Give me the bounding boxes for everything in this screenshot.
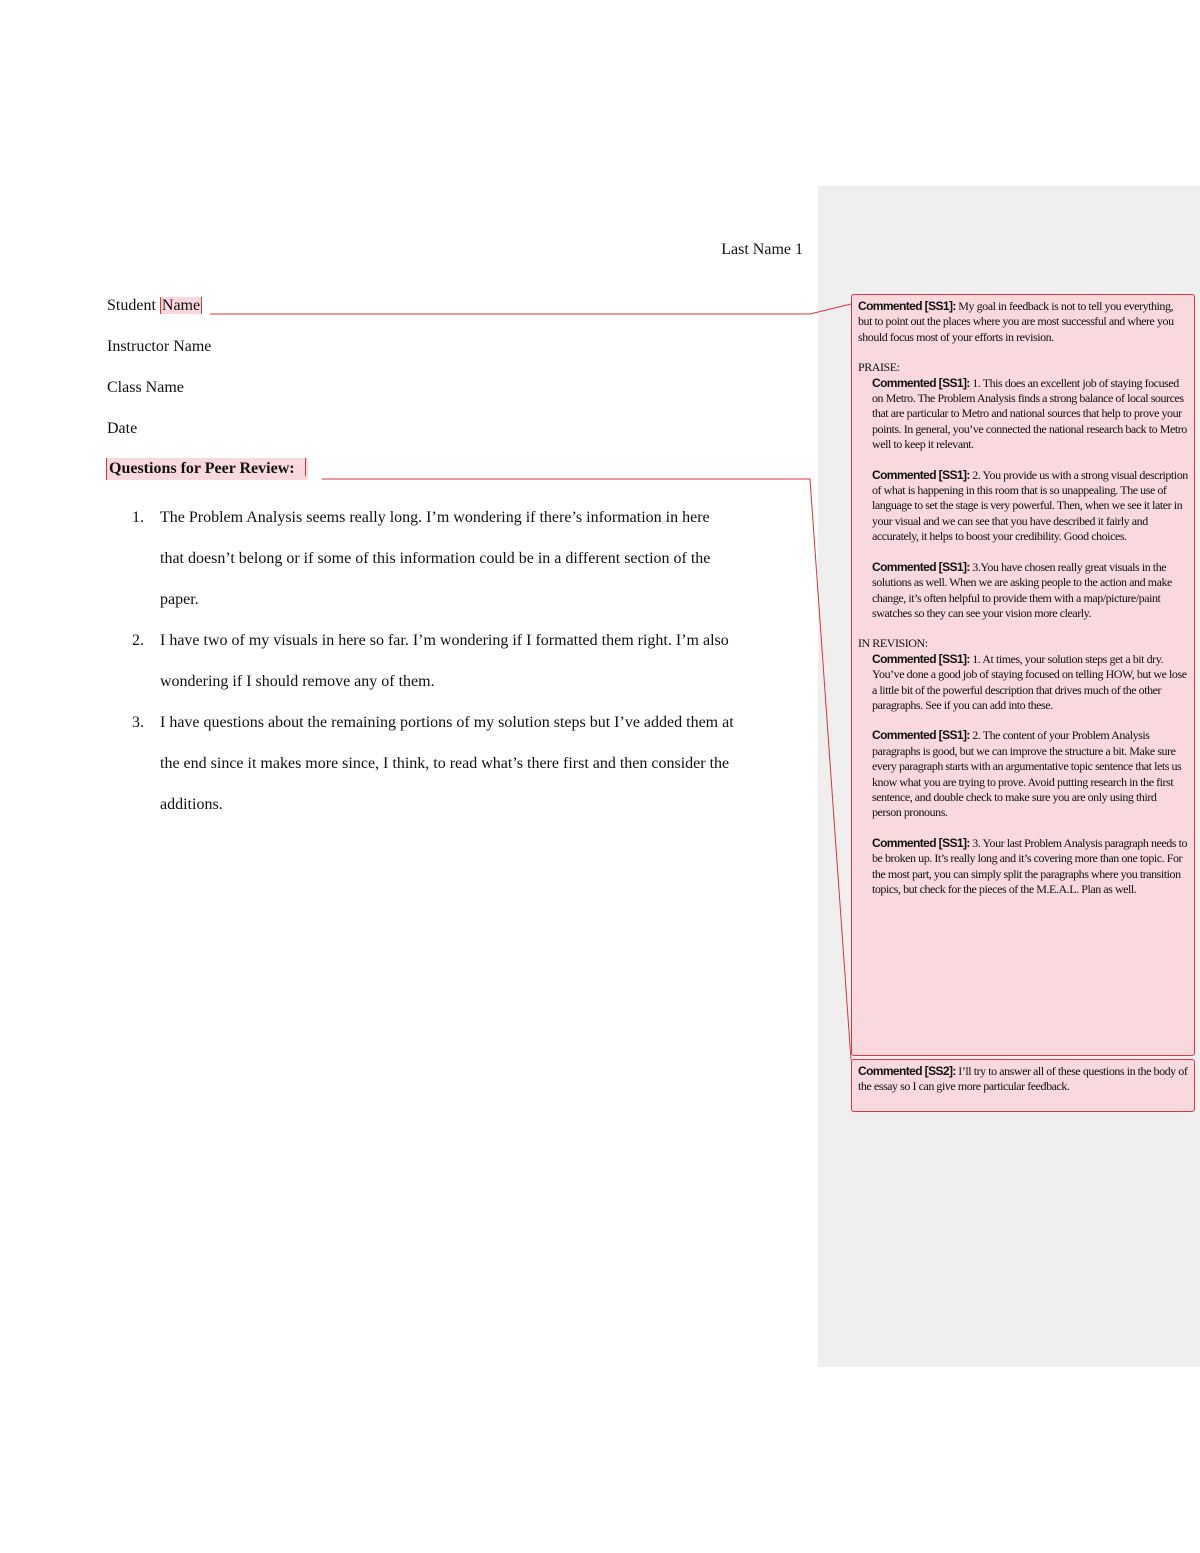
comment-author: Commented [SS1]: — [872, 651, 970, 666]
comment-author: Commented [SS1]: — [872, 559, 970, 574]
comment-text: I’ll try to answer all of these questions in the body of the essay so I can give more particular feedback. — [858, 1064, 1188, 1094]
list-item-line: paper. — [160, 591, 199, 608]
comment-text: 1. This does an excellent job of staying focused on Metro. The Problem Analysis finds a strong balance of local sources that are particular to Metro and national sources that help to prove your points. In general, you’ve connected the national research back to Metro well to keep it relevant. — [872, 375, 1187, 452]
list-item-line: that doesn’t belong or if some of this information could be in a different section of the — [160, 550, 711, 567]
comment-reply[interactable] — [872, 468, 1188, 545]
list-item-line: I have questions about the remaining portions of my solution steps but I’ve added them at — [160, 714, 734, 731]
comment-ss1-main — [858, 299, 1188, 345]
comment-ss2[interactable] — [851, 1059, 1195, 1112]
comment-reply[interactable] — [872, 652, 1188, 714]
list-item-line: additions. — [160, 796, 223, 813]
list-item-number: 2. — [132, 632, 144, 649]
list-item — [130, 702, 810, 825]
revision-label: IN REVISION: — [858, 636, 928, 651]
comment-author: Commented [SS1]: — [858, 299, 956, 313]
heading-comment-anchor — [295, 458, 306, 476]
comment-text: 2. You provide us with a strong visual description of what is happening in this room that is so unappealing. The use of language to set the stage is very powerful. Then, when we see it later in your visual and we can see that you have described it fairly and accurately, it helps to boost your credibility. Good choices. — [872, 467, 1188, 544]
praise-label: PRAISE: — [858, 360, 900, 375]
list-item-number: 1. — [132, 509, 144, 526]
class-name-line: Class Name — [107, 379, 184, 396]
comment-text: 3. Your last Problem Analysis paragraph needs to be broken up. It’s really long and it’s covering more than one topic. For the most part, you can simply split the paragraphs where you transition topics, but check for the pieces of the M.E.A.L. Plan as well. — [872, 835, 1188, 896]
list-item-line: the end since it makes more since, I think, to read what’s there first and then consider the — [160, 755, 730, 772]
list-item — [130, 620, 810, 702]
student-name-highlight[interactable]: Name — [161, 297, 201, 314]
comment-ss1[interactable] — [851, 294, 1195, 1056]
questions-list — [130, 497, 810, 825]
comment-text: 3.You have chosen really great visuals in the solutions as well. When we are asking people to the action and make change, it’s often helpful to provide them with a map/picture/paint swatches so they can see your vision more clearly. — [872, 559, 1172, 620]
questions-heading[interactable] — [106, 458, 308, 480]
comment-author: Commented [SS1]: — [872, 467, 970, 482]
date-line: Date — [107, 420, 138, 437]
student-name-line — [107, 295, 202, 317]
comment-author: Commented [SS1]: — [872, 728, 970, 743]
list-item-line: I have two of my visuals in here so far. I’m wondering if I formatted them right. I’m also — [160, 632, 729, 649]
comment-reply[interactable] — [872, 560, 1188, 622]
running-head: Last Name 1 — [721, 241, 803, 258]
instructor-name-line: Instructor Name — [107, 338, 212, 355]
comment-reply[interactable] — [872, 836, 1188, 898]
comment-author: Commented [SS1]: — [872, 375, 970, 390]
comment-reply[interactable] — [872, 728, 1188, 820]
comment-text: My goal in feedback is not to tell you everything, but to point out the places where you are most successful and where you should focus most of your efforts in revision. — [858, 299, 1174, 344]
comment-reply[interactable] — [872, 376, 1188, 453]
comment-text: 1. At times, your solution steps get a bit dry. You’ve done a good job of staying focused on telling HOW, but we lose a little bit of the powerful description that drives much of the other paragraphs. See if you can add into these. — [872, 651, 1187, 712]
list-item-line: wondering if I should remove any of them. — [160, 673, 435, 690]
connector-ss1 — [210, 304, 851, 314]
student-name-prefix: Student — [107, 297, 160, 314]
comment-text: 2. The content of your Problem Analysis paragraphs is good, but we can improve the structure a bit. Make sure every paragraph starts with an argumentative topic sentence that lets us know what you are trying to prove. Avoid putting research in the first sentence, and double check to make sure you are only using third person pronouns. — [872, 728, 1182, 820]
comment-author: Commented [SS2]: — [858, 1064, 956, 1078]
list-item-line: The Problem Analysis seems really long. I’m wondering if there’s information in here — [160, 509, 710, 526]
comment-author: Commented [SS1]: — [872, 835, 970, 850]
questions-heading-text: Questions for Peer Review: — [109, 460, 295, 477]
list-item-number: 3. — [132, 714, 144, 731]
list-item — [130, 497, 810, 620]
